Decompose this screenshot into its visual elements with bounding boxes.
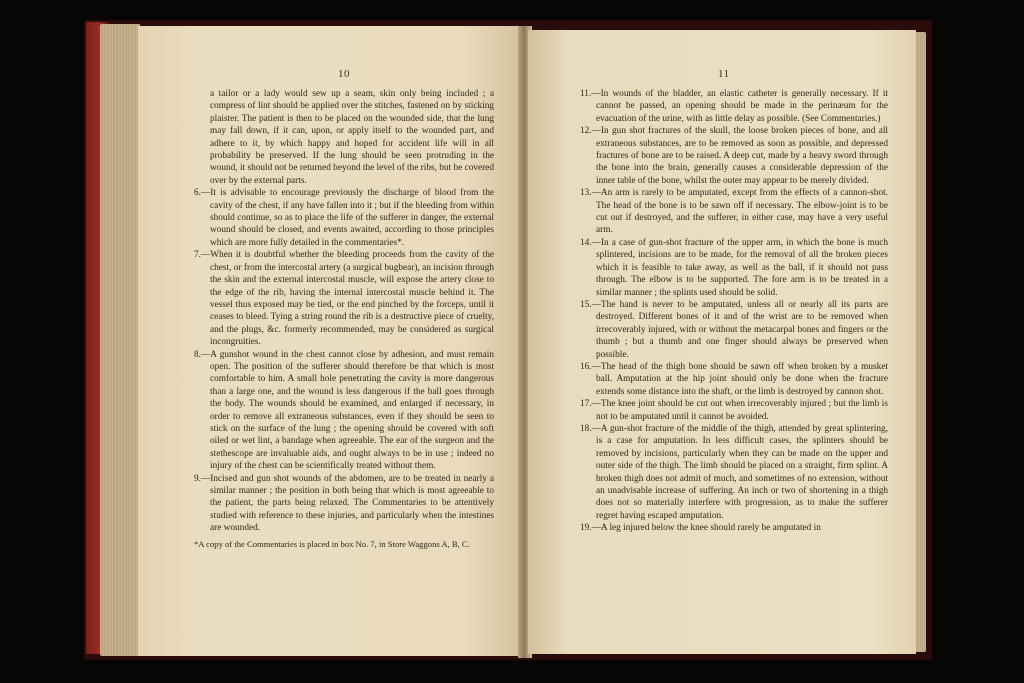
paragraph-18: 18.—A gun-shot fracture of the middle of the thigh, attended by great splintering, is a case for amputation. In less difficult cases, the splinters should be removed by incisions, particularly when they can be made on the upper and outer side of the thigh. The limb should be placed on a straight, firm splint. A broken thigh does not admit of much, and sometimes of no extension, without an unadvisable increase of suffering. An inch or two of shortening in a thigh does not so materially interfere with progression, as to make the sufferer regret having escaped amputation. [580,423,888,521]
paragraph-6: 6.—It is advisable to encourage previously the discharge of blood from the cavity of the chest, if any have fallen into it ; but if the bleeding from within should continue, so as to place the life of the sufferer in danger, the external wound should be closed, and events awaited, according to those principles which are more fully detailed in the commentaries*. [194,188,494,248]
right-page [528,30,916,654]
paragraph-17: 17.—The knee joint should be cut out when irrecoverably injured ; but the limb is not to be amputated until it cannot be avoided. [580,399,888,422]
paragraph-19: 19.—A leg injured below the knee should rarely be amputated in [580,523,821,534]
paragraph-7: 7.—When it is doubtful whether the bleeding proceeds from the cavity of the chest, or from the intercostal artery (a surgical bugbear), an incision through the skin and the external intercostal muscle, will expose the artery close to the edge of the rib, having the internal intercostal muscle behind it. The vessel thus exposed may be tied, or the end pinched by the forceps, until it ceases to bleed. Tying a string round the rib is a destructive piece of cruelty, and the plugs, &c. formerly recommended, may be considered as surgical incongruities. [194,250,494,348]
page-number-right: 11 [718,68,730,80]
paragraph-16: 16.—The head of the thigh bone should be sawn off when broken by a musket ball. Amputation at the hip joint should only be done when the fracture extends some distance into the shaft, or the limb is destroyed by cannon shot. [580,361,888,397]
footnote: *A copy of the Commentaries is placed in box No. 7, in Store Waggons A, B, C. [194,538,470,549]
paragraph-continued: a tailor or a lady would sew up a seam, skin only being included ; a compress of lint should be applied over the stitches, fastened on by sticking plaister. The patient is then to be placed on the wounded side, that the lung may fall down, if it can, upon, or apply itself to the wounded part, and adhere to it, by which happy and hoped for accident life will in all probability be preserved. If the lung should be seen protruding in the wound, it should not be returned beyond the level of the ribs, but be covered over by the external parts. [210,89,494,186]
left-page-text [194,88,494,550]
paragraph-15: 15.—The hand is never to be amputated, unless all or nearly all its parts are destroyed. Different bones of it and of the wrist are to be removed when irrecoverably injured, with or without the metacarpal bones and fingers or the thumb ; but a thumb and one finger should always be preserved when possible. [580,299,888,360]
page-number-left: 10 [338,68,350,80]
paragraph-14: 14.—In a case of gun-shot fracture of the upper arm, in which the bone is much splintered, incisions are to be made, for the removal of all the broken pieces which it is feasible to take away, as well as the ball, if it should not pass through. The elbow is to be supported. The fore arm is to be treated in a similar manner ; the splints used should be solid. [580,237,888,298]
right-page-text [580,88,888,535]
page-edges-left [100,24,140,656]
paragraph-8: 8.—A gunshot wound in the chest cannot close by adhesion, and must remain open. The position of the sufferer should therefore be that which is most comfortable to him. A small hole penetrating the cavity is more dangerous than a large one, and the wound is less dangerous if the ball goes through the body. The wounds should be examined, and enlarged if necessary, in order to remove all extraneous substances, even if they should be seen to stick on the surface of the lung ; the opening should be covered with soft oiled or wet lint, a bandage when agreeable. The ear of the surgeon and the stethescope are invaluable aids, and ought always to be in use ; indeed no injury of the chest can be scientifically treated without them. [194,349,494,472]
paragraph-11: 11.—In wounds of the bladder, an elastic catheter is generally necessary. If it cannot be passed, an opening should be made in the perinæum for the evacuation of the urine, with as little delay as possible. (See Commentaries.) [580,89,888,124]
paragraph-12: 12.—In gun shot fractures of the skull, the loose broken pieces of bone, and all extraneous substances, are to be removed as soon as possible, and depressed fractures of bone are to be raised. A deep cut, made by a heavy sword through the bone into the brain, generally causes a considerable depression of the inner table of the bone, whilst the outer may appear to be merely divided. [580,126,888,186]
paragraph-9: 9.—Incised and gun shot wounds of the abdomen, are to be treated in nearly a similar manner ; the position in both being that which is most agreeable to the patient, the parts being relaxed. The Commentaries to be attentively studied with reference to these injuries, and particularly when the intestines are wounded. [194,473,494,534]
left-page [138,26,522,656]
paragraph-13: 13.—An arm is rarely to be amputated, except from the effects of a cannon-shot. The head of the bone is to be sawn off if necessary. The elbow-joint is to be cut out if destroyed, and the sufferer, in either case, may have a very useful arm. [580,188,888,236]
